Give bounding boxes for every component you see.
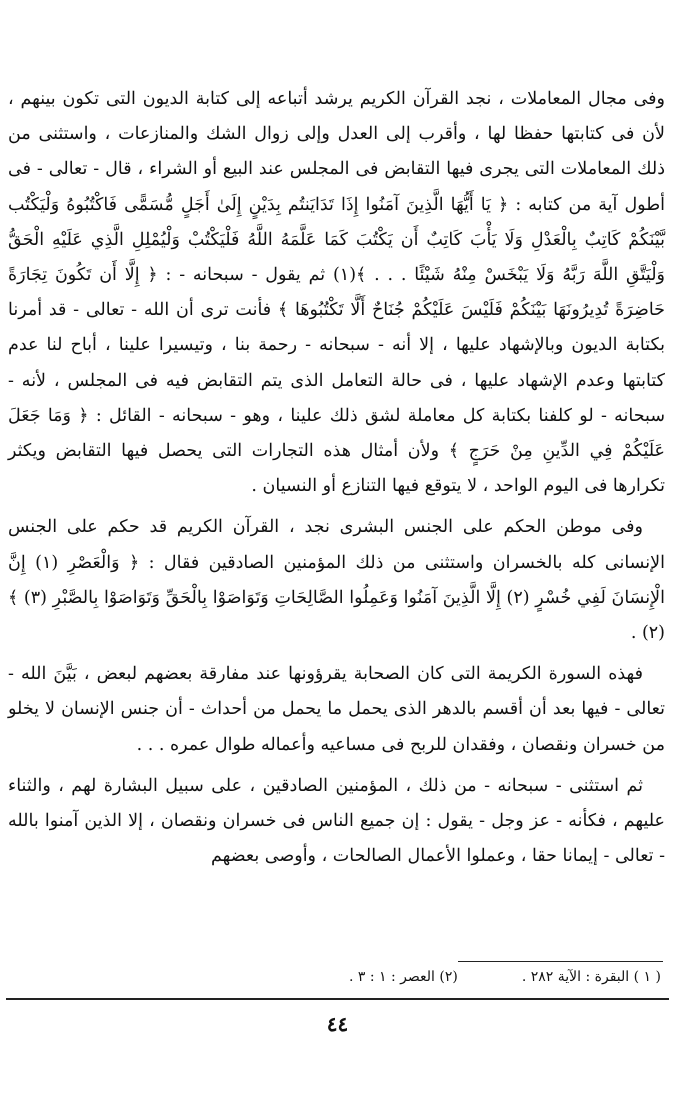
main-text (8, 82, 665, 880)
paragraph-transactions: وفى مجال المعاملات ، نجد القرآن الكريم يرشد أتباعه إلى كتابة الديون التى تكون بينهم ، لأن فى كتابتها حفظا لها ، وأقرب إلى العدل وإلى زوال الشك والمنازعات ، واستثنى من ذلك المعاملات التى يجرى فيها التقابض فى المجلس عند البيع أو الشراء ، قال - تعالى - فى أطول آية من كتابه : ﴿ يَا أَيُّهَا الَّذِينَ آمَنُوا إِذَا تَدَايَنتُم بِدَيْنٍ إِلَىٰ أَجَلٍ مُّسَمًّى فَاكْتُبُوهُ وَلْيَكْتُب بَّيْنَكُمْ كَاتِبٌ بِالْعَدْلِ وَلَا يَأْبَ كَاتِبٌ أَن يَكْتُبَ كَمَا عَلَّمَهُ اللَّهُ فَلْيَكْتُبْ وَلْيُمْلِلِ الَّذِي عَلَيْهِ الْحَقُّ وَلْيَتَّقِ اللَّهَ رَبَّهُ وَلَا يَبْخَسْ مِنْهُ شَيْئًا . . . ﴾(١) ثم يقول - سبحانه - : ﴿ إِلَّا أَن تَكُونَ تِجَارَةً حَاضِرَةً تُدِيرُونَهَا بَيْنَكُمْ فَلَيْسَ عَلَيْكُمْ جُنَاحٌ أَلَّا تَكْتُبُوهَا ﴾ فأنت ترى أن الله - تعالى - قد أمرنا بكتابة الديون وبالإشهاد عليها ، إلا أنه - سبحانه - رحمة بنا ، وتيسيرا علينا ، أباح لنا عدم كتابتها وعدم الإشهاد عليها ، فى حالة التعامل الذى يتم التقابض فيه فى المجلس ، لأنه - سبحانه - لو كلفنا بكتابة كل معاملة لشق ذلك علينا ، وهو - سبحانه - القائل : ﴿ وَمَا جَعَلَ عَلَيْكُمْ فِي الدِّينِ مِنْ حَرَجٍ ﴾ ولأن أمثال هذه التجارات التى يحصل فيها التقابض ويكثر تكرارها فى اليوم الواحد ، لا يتوقع فيها التنازع أو النسيان . (8, 89, 665, 497)
footnote-1: ( ١ ) البقرة : الآية ٢٨٢ . (521, 969, 661, 985)
page-number: ٤٤ (326, 1012, 349, 1036)
paragraph-surah-explanation: فهذه السورة الكريمة التى كان الصحابة يقرؤونها عند مفارقة بعضهم لبعض ، بَيَّنَ الله - تعالى - فيها بعد أن أقسم بالدهر الذى يحمل ما يحمل من أحداث - أن جنس الإنسان لا يخلو من خسران ونقصان ، وفقدان للربح فى مساعيه وأعماله طوال عمره . . . (8, 664, 665, 755)
footnote-2: (٢) العصر : ١ : ٣ . (348, 969, 458, 985)
footnotes (200, 966, 661, 988)
paragraph-human-judgment: وفى موطن الحكم على الجنس البشرى نجد ، القرآن الكريم قد حكم على الجنس الإنسانى كله بالخسران واستثنى من ذلك المؤمنين الصادقين فقال : ﴿ وَالْعَصْرِ (١) إِنَّ الْإِنسَانَ لَفِي خُسْرٍ (٢) إِلَّا الَّذِينَ آمَنُوا وَعَمِلُوا الصَّالِحَاتِ وَتَوَاصَوْا بِالْحَقِّ وَتَوَاصَوْا بِالصَّبْرِ (٣) ﴾(٢) . (8, 517, 665, 644)
footnote-divider (458, 961, 663, 962)
bottom-rule (6, 998, 669, 1000)
paragraph-exception: ثم استثنى - سبحانه - من ذلك ، المؤمنين الصادقين ، على سبيل البشارة لهم ، والثناء عليهم ، فكأنه - عز وجل - يقول : إن جميع الناس فى خسران ونقصان ، إلا الذين آمنوا بالله - تعالى - إيمانا حقا ، وعملوا الأعمال الصالحات ، وأوصى بعضهم (8, 775, 665, 867)
